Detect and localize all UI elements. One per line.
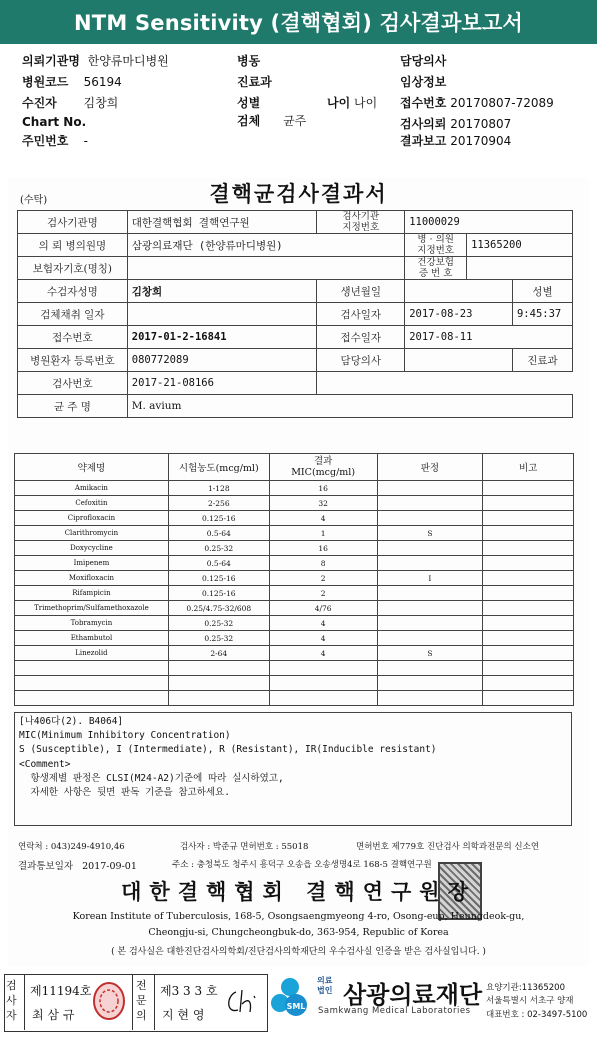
cell-value: M. avium	[127, 395, 572, 418]
divider	[154, 974, 155, 1030]
header-field: 병원코드 56194	[22, 75, 122, 89]
remark	[483, 556, 574, 571]
cell-value: 2017-08-11	[405, 326, 573, 349]
interpretation	[377, 541, 483, 556]
cell-label: 검사일자	[317, 303, 405, 326]
examiner-label: 검사자	[6, 979, 17, 1022]
examiner-seal-icon	[92, 981, 126, 1021]
interpretation	[377, 676, 483, 691]
drug-name: Ciprofloxacin	[15, 511, 169, 526]
test-range: 0.25-32	[168, 541, 269, 556]
cell-label: 접수일자	[317, 326, 405, 349]
mic-result	[269, 661, 377, 676]
drug-name	[15, 661, 169, 676]
footer-specialist: 면허번호 제779호 진단검사 의학과전문의 신소연	[356, 842, 540, 852]
cell-value	[467, 257, 573, 280]
cell-label: 보험자기호(명칭)	[18, 257, 128, 280]
table-row	[15, 481, 574, 496]
lab-prefix: 의료법인	[317, 976, 333, 995]
header-field: 담당의사	[400, 54, 447, 68]
cell-label: 의 뢰 병의원명	[18, 234, 128, 257]
table-row	[18, 234, 573, 257]
interpretation	[377, 661, 483, 676]
remark	[483, 481, 574, 496]
table-row	[15, 601, 574, 616]
specialist-signature-icon	[222, 984, 258, 1020]
header-field: 병동	[237, 54, 261, 68]
lab-phone: 대표번호 : 02-3497-5100	[486, 1010, 588, 1020]
remark	[483, 646, 574, 661]
table-row	[15, 571, 574, 586]
drug-name: Tobramycin	[15, 616, 169, 631]
table-row	[15, 526, 574, 541]
table-row	[18, 211, 573, 234]
remark	[483, 631, 574, 646]
table-row	[18, 395, 573, 418]
interpretation: S	[377, 526, 483, 541]
table-row	[15, 616, 574, 631]
header-field: 수진자 김창희	[22, 96, 119, 110]
mic-result: 4	[269, 631, 377, 646]
footer-address: 주소 : 충청북도 청주시 흥덕구 오송읍 오송생명4로 168-5 결핵연구원	[172, 860, 432, 870]
cell-value	[405, 349, 513, 372]
table-row	[18, 257, 573, 280]
table-row	[18, 303, 573, 326]
table-row	[18, 326, 573, 349]
mic-result: 4	[269, 616, 377, 631]
test-range: 0.125-16	[168, 511, 269, 526]
mic-result: 2	[269, 571, 377, 586]
cell-value	[127, 303, 317, 326]
cell-value: 2017-21-08166	[127, 372, 317, 395]
interpretation	[377, 631, 483, 646]
certification-note: ( 본 검사실은 대한진단검사의학회/진단검사의학재단의 우수검사실 인증을 받은 검사실입니다. )	[111, 947, 486, 957]
test-range: 1-128	[168, 481, 269, 496]
interpretation: I	[377, 571, 483, 586]
specialist-name: 지 현 영	[162, 1008, 205, 1022]
test-range	[168, 691, 269, 706]
cell-label: 수검자성명	[18, 280, 128, 303]
table-row	[18, 349, 573, 372]
test-range: 0.25/4.75-32/608	[168, 601, 269, 616]
drug-name: Imipenem	[15, 556, 169, 571]
cell-value	[127, 257, 404, 280]
table-row	[15, 676, 574, 691]
cell-value: 9:45:37	[512, 303, 572, 326]
test-range: 0.25-32	[168, 631, 269, 646]
remark	[483, 571, 574, 586]
lab-name: 삼광의료재단	[343, 981, 483, 1009]
cell-label: 검체채취 일자	[18, 303, 128, 326]
note-line: S (Susceptible), I (Intermediate), R (Resistant), IR(Inducible resistant)	[19, 744, 437, 756]
drug-name: Amikacin	[15, 481, 169, 496]
mic-result	[269, 691, 377, 706]
mic-result: 8	[269, 556, 377, 571]
cell-empty	[317, 372, 573, 395]
cell-label: 검사번호	[18, 372, 128, 395]
remark	[483, 511, 574, 526]
footer-contact: 연락처 : 043)249-4910,46	[18, 842, 125, 852]
table-row	[18, 372, 573, 395]
header-cell: 판정	[377, 454, 483, 481]
cell-value: 11365200	[467, 234, 573, 257]
cell-label: 건강보험 증 번 호	[405, 257, 467, 280]
drug-table	[14, 453, 574, 706]
header-field: 나이 나이	[327, 96, 378, 110]
cell-label: 검사기관명	[18, 211, 128, 234]
test-range: 0.5-64	[168, 556, 269, 571]
mic-result: 16	[269, 541, 377, 556]
interpretation: S	[377, 646, 483, 661]
remark	[483, 661, 574, 676]
interpretation	[377, 691, 483, 706]
note-line: 항생제별 판정은 CLSI(M24-A2)기준에 따라 실시하였고,	[19, 772, 284, 784]
header-field: 주민번호 -	[22, 134, 88, 148]
table-row	[15, 586, 574, 601]
specialist-label: 전문의	[136, 979, 147, 1022]
header-cell: 결과 MIC(mcg/ml)	[269, 454, 377, 481]
remark	[483, 586, 574, 601]
table-row	[18, 280, 573, 303]
header-field: 진료과	[237, 75, 272, 89]
drug-name: Doxycycline	[15, 541, 169, 556]
doc-tag: (수탁)	[20, 195, 48, 206]
header-field: 성별	[237, 96, 261, 110]
cell-label: 진료과	[512, 349, 572, 372]
header-field: Chart No.	[22, 115, 87, 129]
header-field: 임상정보	[400, 75, 447, 89]
cell-label: 검사기관 지정번호	[317, 211, 405, 234]
header-field: 결과보고 20170904	[400, 134, 512, 148]
mic-result: 4/76	[269, 601, 377, 616]
drug-name	[15, 691, 169, 706]
table-row	[15, 511, 574, 526]
org-name: 대한결핵협회 결핵연구원장	[121, 879, 476, 904]
cell-value: 삼광의료재단 (한양류마디병원)	[127, 234, 404, 257]
examiner-name: 최 삼 규	[32, 1008, 75, 1022]
remark	[483, 616, 574, 631]
drug-name	[15, 676, 169, 691]
mic-result: 4	[269, 511, 377, 526]
interpretation	[377, 496, 483, 511]
header-field: 검체 균주	[237, 114, 307, 128]
table-row	[15, 541, 574, 556]
interpretation	[377, 616, 483, 631]
cell-value: 11000029	[405, 211, 573, 234]
test-range: 0.125-16	[168, 586, 269, 601]
remark	[483, 541, 574, 556]
table-row	[15, 646, 574, 661]
mic-result: 1	[269, 526, 377, 541]
table-header-row	[15, 454, 574, 481]
remark	[483, 676, 574, 691]
svg-text:SML: SML	[286, 1002, 306, 1011]
mic-result: 4	[269, 646, 377, 661]
test-range: 0.125-16	[168, 571, 269, 586]
interpretation	[377, 601, 483, 616]
doc-title: 결핵균검사결과서	[209, 181, 388, 206]
examiner-license: 제11194호	[30, 984, 92, 998]
drug-name: Moxifloxacin	[15, 571, 169, 586]
drug-name: Clarithromycin	[15, 526, 169, 541]
test-range: 2-256	[168, 496, 269, 511]
drug-name: Rifampicin	[15, 586, 169, 601]
notes-box	[14, 712, 572, 826]
test-range: 0.5-64	[168, 526, 269, 541]
test-range	[168, 676, 269, 691]
report-title: NTM Sensitivity (결핵협회) 검사결과보고서	[0, 0, 597, 44]
table-row	[15, 496, 574, 511]
org-address-en: Cheongju-si, Chungcheongbuk-do, 363-954, Republic of Korea	[148, 927, 449, 938]
note-line: 자세한 사항은 뒷면 판독 기준을 참고하세요.	[19, 787, 230, 799]
table-row	[15, 661, 574, 676]
cell-value: 080772089	[127, 349, 317, 372]
interpretation	[377, 481, 483, 496]
test-range: 2-64	[168, 646, 269, 661]
footer-date: 결과통보일자 2017-09-01	[18, 861, 137, 872]
sml-logo-icon	[270, 975, 310, 1023]
table-row	[15, 631, 574, 646]
mic-result: 2	[269, 586, 377, 601]
test-range: 0.25-32	[168, 616, 269, 631]
cell-label: 생년월일	[317, 280, 405, 303]
lab-name-en: Samkwang Medical Laboratories	[318, 1006, 471, 1016]
org-address-en: Korean Institute of Tuberculosis, 168-5, Osongsaengmyeong 4-ro, Osong-eup, Heungdeok-gu,	[72, 911, 525, 922]
mic-result: 16	[269, 481, 377, 496]
drug-name: Linezolid	[15, 646, 169, 661]
cell-label: 담당의사	[317, 349, 405, 372]
cell-label: 성별	[512, 280, 572, 303]
interpretation	[377, 556, 483, 571]
interpretation	[377, 511, 483, 526]
lab-code: 요양기관:11365200	[486, 983, 565, 993]
footer-examiner: 검사자 : 박준규 면허번호 : 55018	[180, 842, 309, 852]
header-cell: 시험농도(mcg/ml)	[168, 454, 269, 481]
remark	[483, 526, 574, 541]
mic-result	[269, 676, 377, 691]
note-line: <Comment>	[19, 758, 71, 770]
mic-result: 32	[269, 496, 377, 511]
header-field: 의뢰기관명 한양류마디병원	[22, 54, 169, 68]
table-row	[15, 556, 574, 571]
patient-table	[17, 210, 573, 418]
specialist-license: 제3 3 3 호	[160, 984, 218, 998]
drug-name: Ethambutol	[15, 631, 169, 646]
cell-label: 병 · 의원 지정번호	[405, 234, 467, 257]
cell-label: 접수번호	[18, 326, 128, 349]
header-field: 검사의뢰 20170807	[400, 117, 512, 131]
remark	[483, 601, 574, 616]
divider	[132, 974, 133, 1030]
note-line: [나406다(2). B4064]	[19, 716, 124, 727]
cell-value: 김창희	[127, 280, 317, 303]
interpretation	[377, 586, 483, 601]
remark	[483, 691, 574, 706]
header-field: 접수번호 20170807-72089	[400, 96, 554, 110]
test-range	[168, 661, 269, 676]
header-cell: 비고	[483, 454, 574, 481]
remark	[483, 496, 574, 511]
drug-name: Cefoxitin	[15, 496, 169, 511]
lab-address: 서울특별시 서초구 양재	[486, 996, 574, 1006]
cell-label: 병원환자 등록번호	[18, 349, 128, 372]
header-cell: 약제명	[15, 454, 169, 481]
cell-value: 2017-01-2-16841	[127, 326, 317, 349]
table-row	[15, 691, 574, 706]
cell-value: 2017-08-23	[405, 303, 513, 326]
cell-value	[405, 280, 513, 303]
cell-value: 대한결핵협회 결핵연구원	[127, 211, 317, 234]
note-line: MIC(Minimum Inhibitory Concentration)	[19, 730, 231, 742]
divider	[24, 974, 25, 1030]
cell-label: 균 주 명	[18, 395, 128, 418]
drug-name: Trimethoprim/Sulfamethoxazole	[15, 601, 169, 616]
